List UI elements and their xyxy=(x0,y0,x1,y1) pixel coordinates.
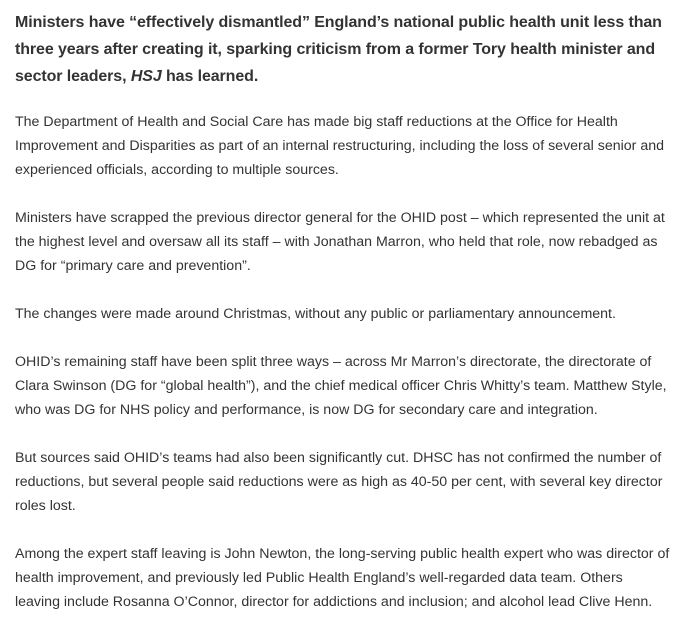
article-paragraph: But sources said OHID’s teams had also been significantly cut. DHSC has not confirmed the number of reductions, but several people said reductions were as high as 40-50 per cent, with several key director roles lost. xyxy=(15,450,663,514)
publication-name: HSJ xyxy=(130,68,162,85)
article-paragraph: The changes were made around Christmas, without any public or parliamentary announcement. xyxy=(15,306,616,322)
standfirst-text-before: Ministers have “effectively dismantled” England’s national public health unit less than three years after creating it, sparking criticism from a former Tory health minister and sector leaders, xyxy=(15,14,662,85)
article-paragraph: The Department of Health and Social Care has made big staff reductions at the Office for Health Improvement and Disparities as part of an internal restructuring, including the loss of several senior and experienced officials, according to multiple sources. xyxy=(15,114,665,178)
article-paragraph: OHID’s remaining staff have been split three ways – across Mr Marron’s directorate, the directorate of Clara Swinson (DG for “global health”), and the chief medical officer Chris Whitty’s team. Matthew Style, who was DG for NHS policy and performance, is now DG for secondary care and integration. xyxy=(15,354,667,418)
article-standfirst xyxy=(15,9,670,90)
standfirst-text-after: has learned. xyxy=(161,68,259,85)
article-paragraph: Ministers have scrapped the previous director general for the OHID post – which represented the unit at the highest level and oversaw all its staff – with Jonathan Marron, who held that role, now rebadged as DG for “primary care and prevention”. xyxy=(15,210,665,274)
article-paragraph: Among the expert staff leaving is John Newton, the long-serving public health expert who was director of health improvement, and previously led Public Health England’s well-regarded data team. Others leaving include Rosanna O’Connor, director for addictions and inclusion; and alcohol lead Clive Henn. xyxy=(15,546,670,610)
